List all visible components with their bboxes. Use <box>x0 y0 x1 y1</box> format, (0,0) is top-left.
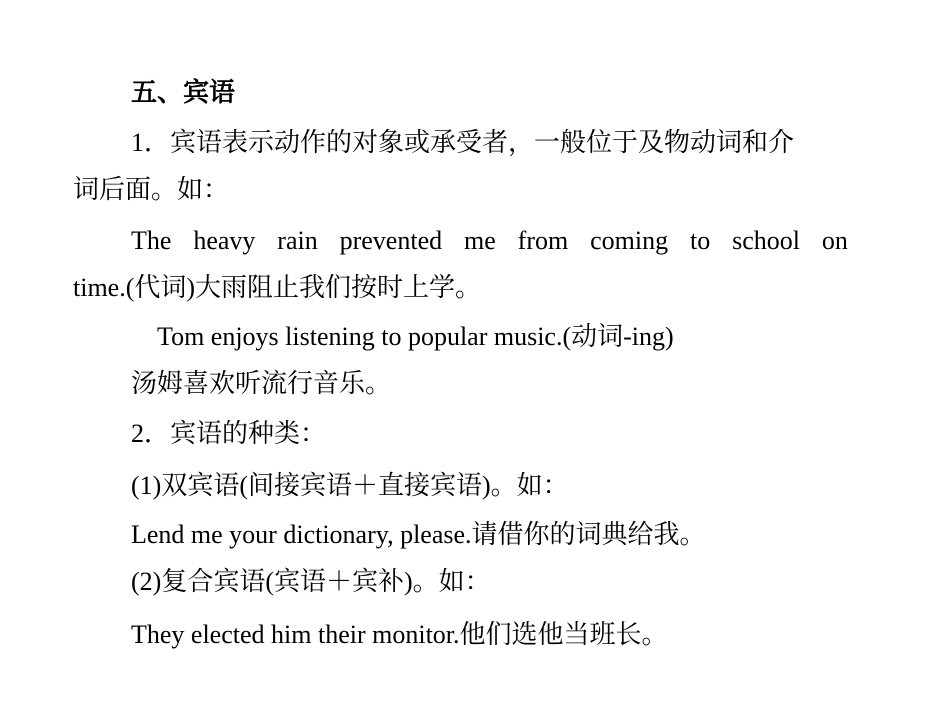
example-1-word: on <box>821 226 848 255</box>
example-1-line-2: time.(代词)大雨阻止我们按时上学。 <box>73 273 482 302</box>
example-2-line-2: 汤姆喜欢听流行音乐。 <box>131 369 392 398</box>
double-object-heading: (1)双宾语(间接宾语＋直接宾语)。如： <box>131 471 569 500</box>
example-1-word: from <box>517 226 569 255</box>
example-1-word: me <box>464 226 496 255</box>
types-heading: 2．宾语的种类： <box>131 419 327 448</box>
example-4: They elected him their monitor.他们选他当班长。 <box>131 620 668 649</box>
example-1-line-1 <box>131 226 848 256</box>
example-1-word: heavy <box>193 226 256 255</box>
example-1-word: to <box>690 226 711 255</box>
section-title: 五、宾语 <box>131 78 236 107</box>
definition-line-1: 1．宾语表示动作的对象或承受者，一般位于及物动词和介 <box>131 128 795 157</box>
example-1-word: The <box>131 226 172 255</box>
example-3: Lend me your dictionary, please.请借你的词典给我。 <box>131 520 706 549</box>
example-1-word: prevented <box>339 226 443 255</box>
example-1-word: rain <box>277 226 318 255</box>
example-1-word: school <box>732 226 801 255</box>
definition-line-2: 词后面。如： <box>73 175 230 204</box>
example-2-line-1: Tom enjoys listening to popular music.(动词-ing) <box>157 322 674 351</box>
complex-object-heading: (2)复合宾语(宾语＋宾补)。如： <box>131 567 491 596</box>
example-1-word: coming <box>590 226 669 255</box>
